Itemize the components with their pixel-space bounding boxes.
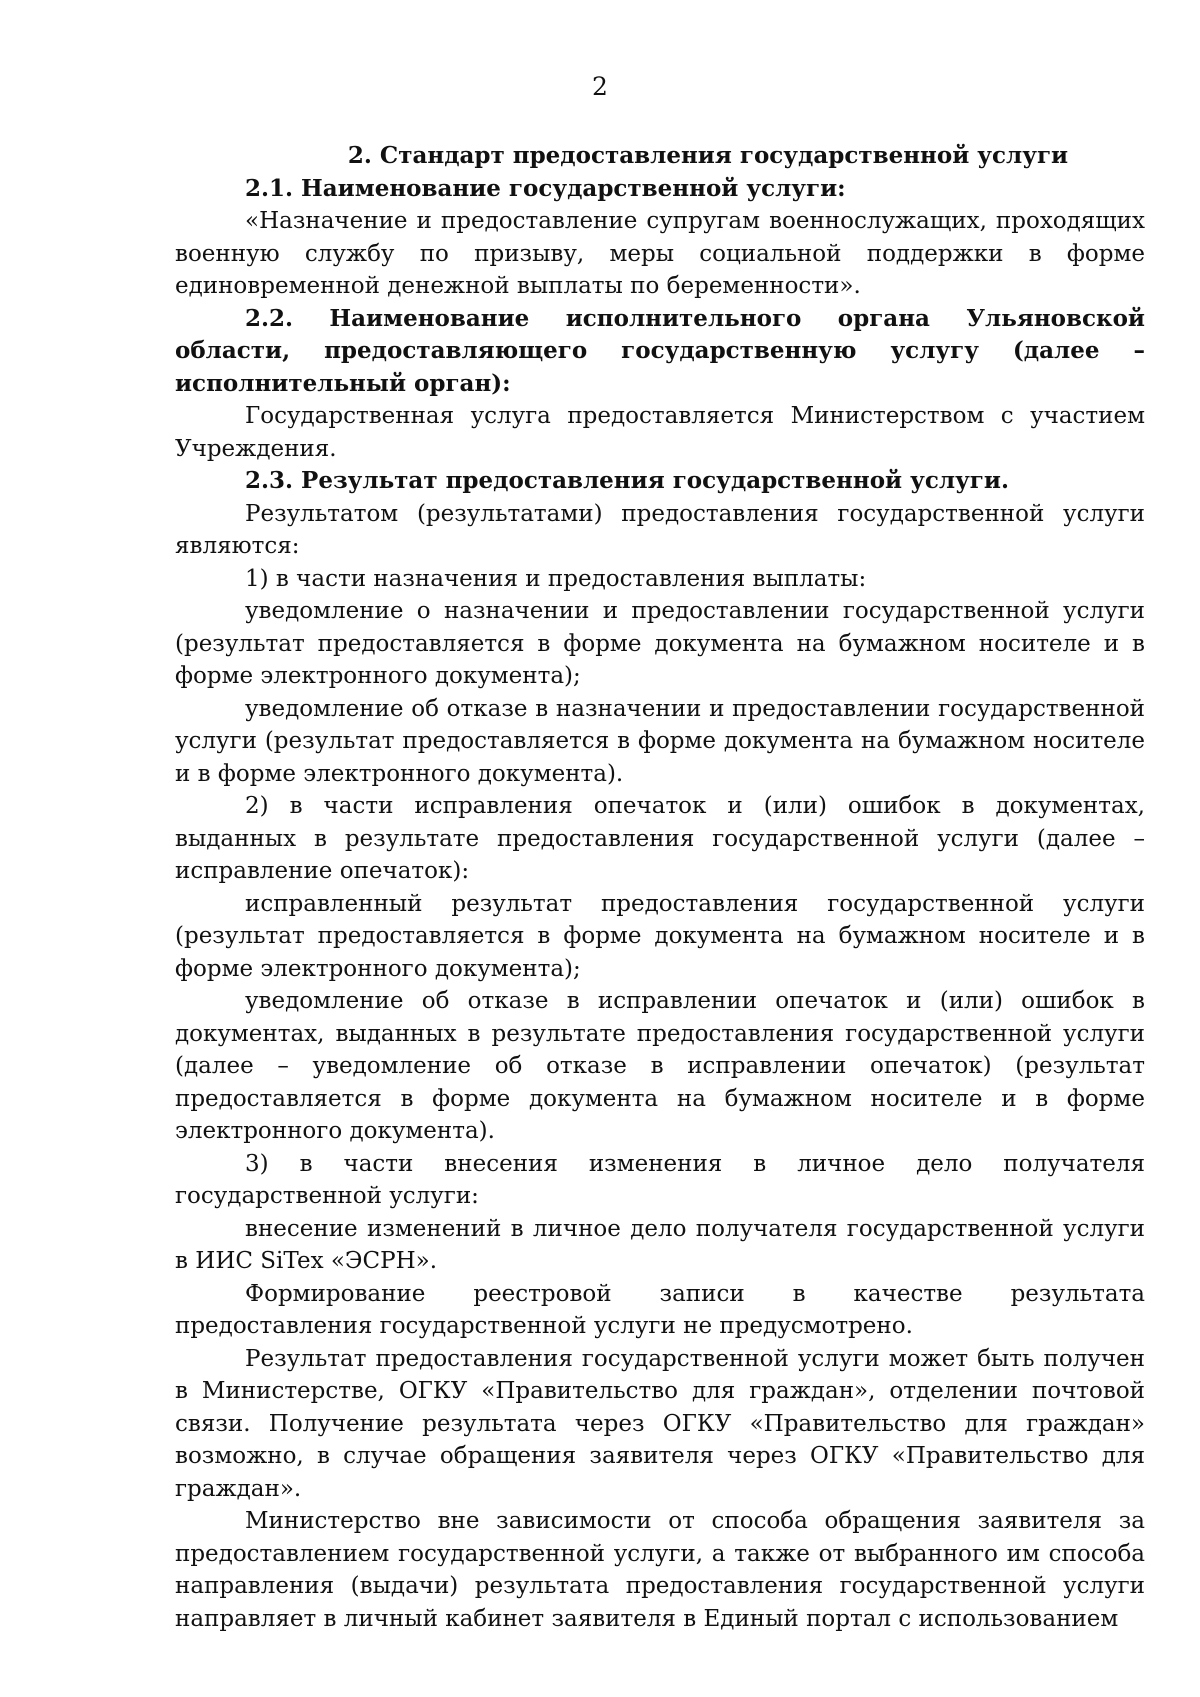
section-title: 2. Стандарт предоставления государственной услуги: [347, 142, 1069, 169]
heading-2-1: 2.1. Наименование государственной услуги:: [245, 174, 846, 202]
paragraph: «Назначение и предоставление супругам военнослужащих, проходящих военную службу по призыву, меры социальной поддержки в форме единовременной денежной выплаты по беременности».: [175, 208, 1145, 299]
paragraph: исправленный результат предоставления государственной услуги (результат предоставляется в форме документа на бумажном носителе и в форме электронного документа);: [175, 890, 1145, 982]
paragraph: внесение изменений в личное дело получателя государственной услуги в ИИС SiTex «ЭСРН».: [175, 1215, 1145, 1274]
paragraph: уведомление об отказе в назначении и предоставлении государственной услуги (результат предоставляется в форме документа на бумажном носителе и в форме электронного документа).: [175, 695, 1145, 787]
paragraph: 2) в части исправления опечаток и (или) ошибок в документах, выданных в результате предоставления государственной услуги (далее – исправление опечаток):: [175, 793, 1145, 884]
paragraph: Формирование реестровой записи в качестве результата предоставления государственной услуги не предусмотрено.: [175, 1280, 1145, 1339]
heading-2-2: 2.2. Наименование исполнительного органа Ульяновской области, предоставляющего государственную услугу (далее – исполнительный орган):: [175, 304, 1145, 397]
heading-2-3: 2.3. Результат предоставления государственной услуги.: [245, 467, 1009, 494]
paragraph: Министерство вне зависимости от способа обращения заявителя за предоставлением государственной услуги, а также от выбранного им способа направления (выдачи) результата предоставления государственной услуги направляет в личный кабинет заявителя в Единый портал с использованием: [175, 1508, 1145, 1632]
paragraph: 3) в части внесения изменения в личное дело получателя государственной услуги:: [175, 1150, 1145, 1209]
document-body: [175, 140, 1145, 1635]
paragraph: уведомление об отказе в исправлении опечаток и (или) ошибок в документах, выданных в результате предоставления государственной услуги (далее – уведомление об отказе в исправлении опечаток) (результат предоставляется в форме документа на бумажном носителе и в форме электронного документа).: [175, 988, 1145, 1144]
page-number: 2: [592, 72, 608, 101]
paragraph: Государственная услуга предоставляется Министерством с участием Учреждения.: [175, 403, 1145, 462]
paragraph: Результатом (результатами) предоставления государственной услуги являются:: [175, 500, 1145, 559]
paragraph: 1) в части назначения и предоставления выплаты:: [245, 565, 867, 592]
paragraph: уведомление о назначении и предоставлении государственной услуги (результат предоставляется в форме документа на бумажном носителе и в форме электронного документа);: [175, 598, 1145, 689]
paragraph: Результат предоставления государственной услуги может быть получен в Министерстве, ОГКУ «Правительство для граждан», отделении почтовой связи. Получение результата через ОГКУ «Правительство для граждан» возможно, в случае обращения заявителя через ОГКУ «Правительство для граждан».: [175, 1345, 1145, 1502]
